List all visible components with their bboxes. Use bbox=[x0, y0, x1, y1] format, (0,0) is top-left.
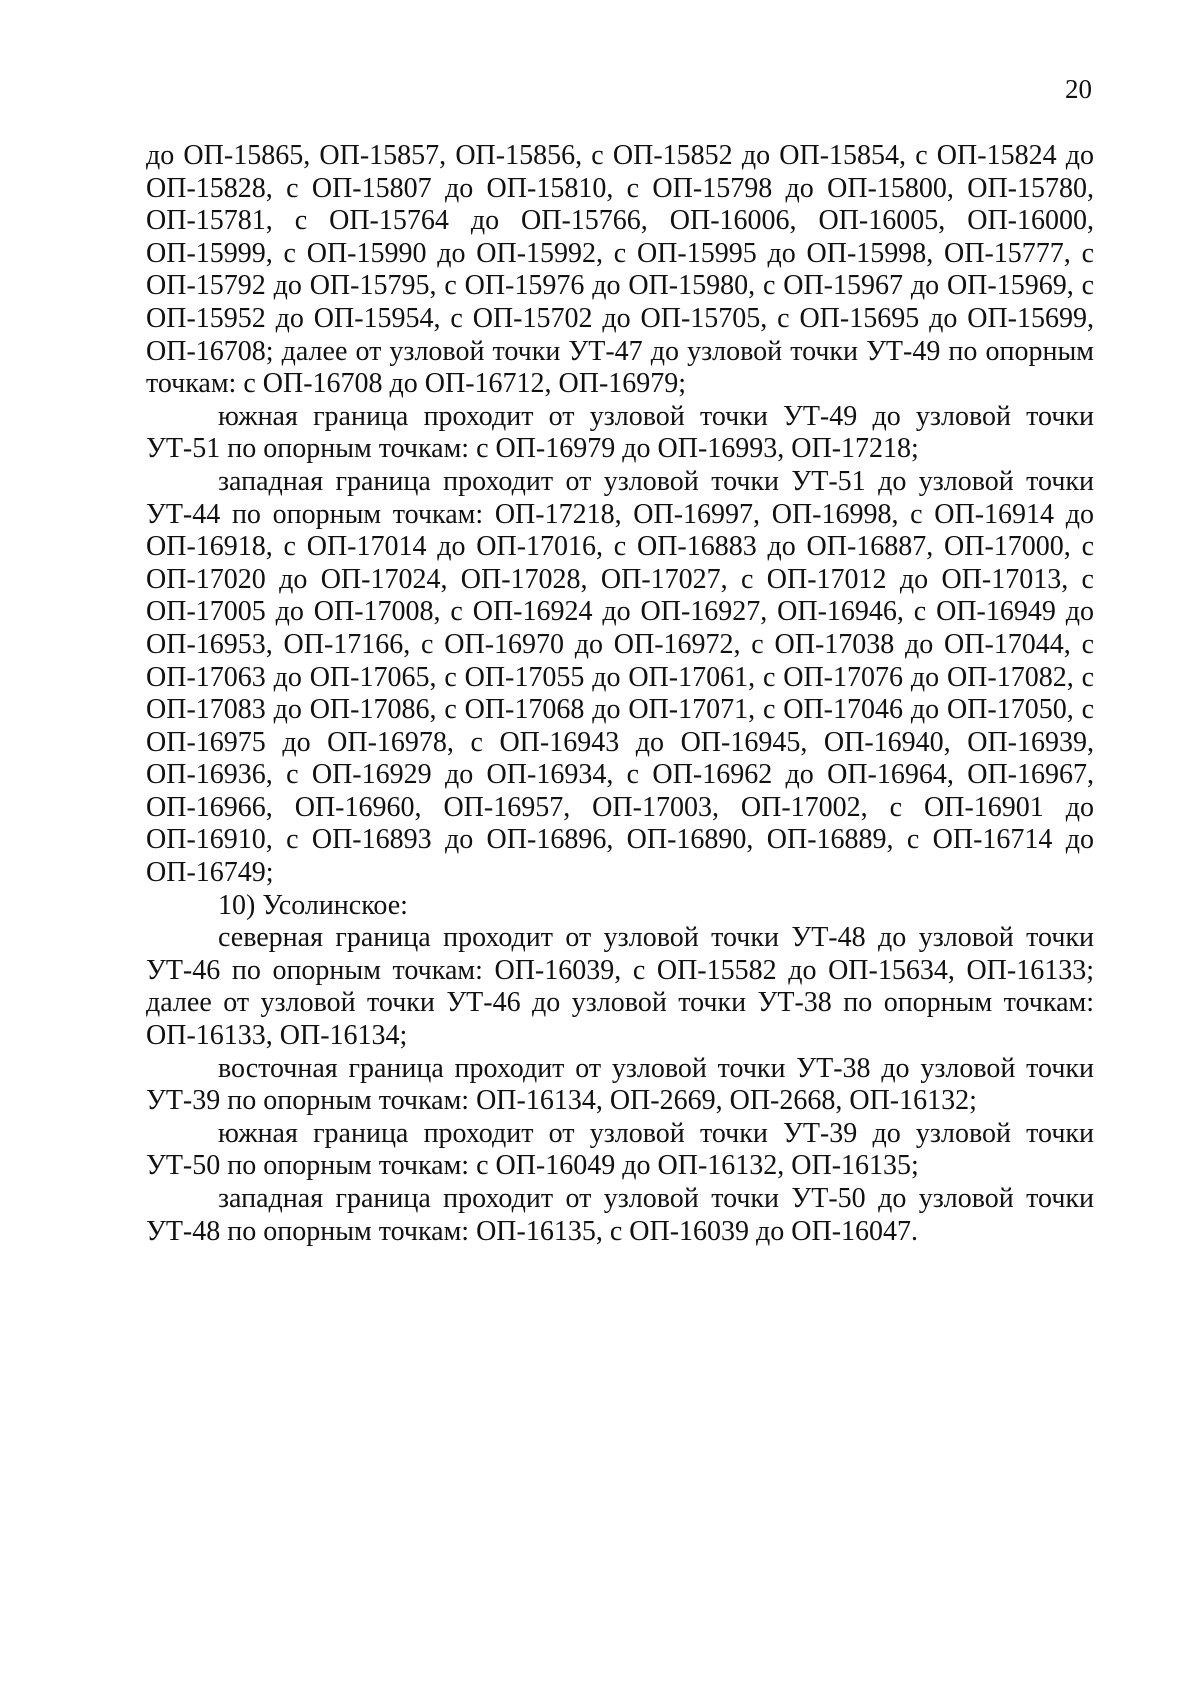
paragraph-west-border-2: западная граница проходит от узловой точки УТ-50 до узловой точки УТ-48 по опорным точкам: ОП-16135, с ОП-16039 до ОП-16047. bbox=[146, 1183, 1094, 1247]
paragraph-continuation: до ОП-15865, ОП-15857, ОП-15856, с ОП-15852 до ОП-15854, с ОП-15824 до ОП-15828, с ОП-15807 до ОП-15810, с ОП-15798 до ОП-15800, ОП-15780, ОП-15781, с ОП-15764 до ОП-15766, ОП-16006, ОП-16005, ОП-16000, ОП-15999, с ОП-15990 до ОП-15992, с ОП-15995 до ОП-15998, ОП-15777, с ОП-15792 до ОП-15795, с ОП-15976 до ОП-15980, с ОП-15967 до ОП-15969, с ОП-15952 до ОП-15954, с ОП-15702 до ОП-15705, с ОП-15695 до ОП-15699, ОП-16708; далее от узловой точки УТ-47 до узловой точки УТ-49 по опорным точкам: с ОП-16708 до ОП-16712, ОП-16979; bbox=[146, 140, 1094, 400]
page-number: 20 bbox=[1065, 74, 1092, 104]
paragraph-south-border-2: южная граница проходит от узловой точки УТ-39 до узловой точки УТ-50 по опорным точкам: с ОП-16049 до ОП-16132, ОП-16135; bbox=[146, 1117, 1094, 1182]
paragraph-north-border: северная граница проходит от узловой точки УТ-48 до узловой точки УТ-46 по опорным точкам: ОП-16039, с ОП-15582 до ОП-15634, ОП-16133; далее от узловой точки УТ-46 до узловой точки УТ-38 по опорным точкам: ОП-16133, ОП-16134; bbox=[146, 922, 1094, 1052]
document-body bbox=[146, 140, 1094, 1248]
paragraph-east-border: восточная граница проходит от узловой точки УТ-38 до узловой точки УТ-39 по опорным точкам: ОП-16134, ОП-2669, ОП-2668, ОП-16132; bbox=[146, 1052, 1094, 1117]
paragraph-south-border: южная граница проходит от узловой точки УТ-49 до узловой точки УТ-51 по опорным точкам: с ОП-16979 до ОП-16993, ОП-17218; bbox=[146, 400, 1094, 465]
paragraph-west-border: западная граница проходит от узловой точки УТ-51 до узловой точки УТ-44 по опорным точкам: ОП-17218, ОП-16997, ОП-16998, с ОП-16914 до ОП-16918, с ОП-17014 до ОП-17016, с ОП-16883 до ОП-16887, ОП-17000, с ОП-17020 до ОП-17024, ОП-17028, ОП-17027, с ОП-17012 до ОП-17013, с ОП-17005 до ОП-17008, с ОП-16924 до ОП-16927, ОП-16946, с ОП-16949 до ОП-16953, ОП-17166, с ОП-16970 до ОП-16972, с ОП-17038 до ОП-17044, с ОП-17063 до ОП-17065, с ОП-17055 до ОП-17061, с ОП-17076 до ОП-17082, с ОП-17083 до ОП-17086, с ОП-17068 до ОП-17071, с ОП-17046 до ОП-17050, с ОП-16975 до ОП-16978, с ОП-16943 до ОП-16945, ОП-16940, ОП-16939, ОП-16936, с ОП-16929 до ОП-16934, с ОП-16962 до ОП-16964, ОП-16967, ОП-16966, ОП-16960, ОП-16957, ОП-17003, ОП-17002, с ОП-16901 до ОП-16910, с ОП-16893 до ОП-16896, ОП-16890, ОП-16889, с ОП-16714 до ОП-16749; bbox=[146, 465, 1094, 889]
section-heading-usolinskoe: 10) Усолинское: bbox=[218, 889, 408, 921]
